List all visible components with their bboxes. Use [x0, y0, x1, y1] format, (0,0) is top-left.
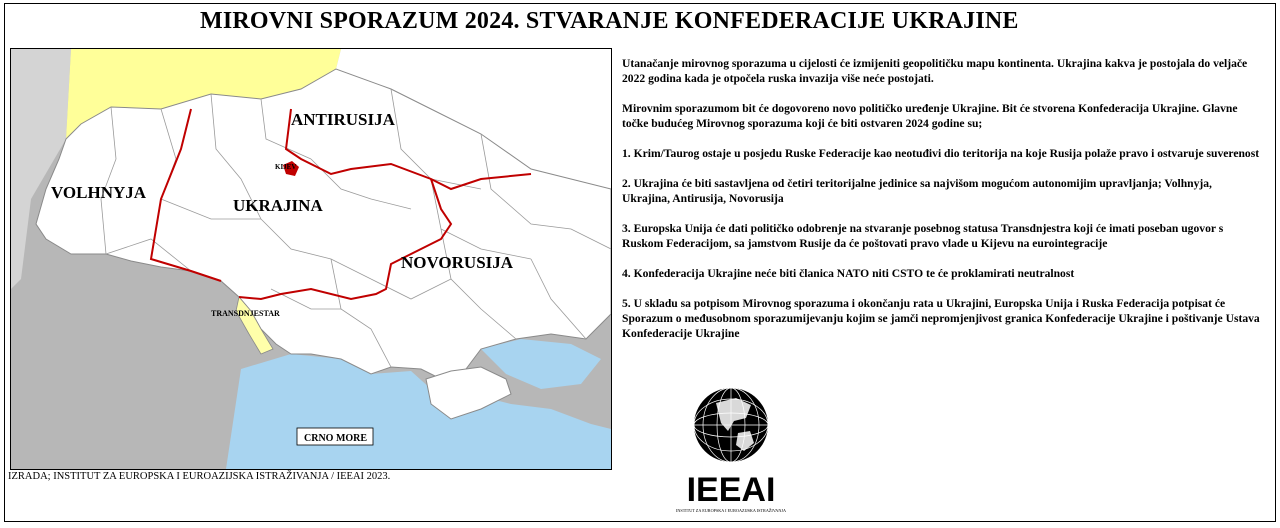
label-antirusija: ANTIRUSIJA — [291, 110, 395, 129]
map-panel — [10, 48, 612, 470]
label-kyiv: KIJEV — [275, 163, 297, 171]
point-4: 4. Konfederacija Ukrajine neće biti članica NATO niti CSTO te će proklamirati neutralnost — [622, 267, 1075, 280]
point-3: 3. Europska Unija će dati političko odobrenje na stvaranje posebnog statusa Transdnjestra koji će imati poseban ugovor s Ruskom Federacijom, sa jamstvom Rusije da će poštovati pravo vlade u Kijevu na eurointegracije — [622, 222, 1224, 250]
ieeai-logo — [676, 383, 786, 523]
label-ukrajina: UKRAJINA — [233, 196, 323, 215]
paragraph-intro: Utanačanje mirovnog sporazuma u cijelosti će izmijeniti geopolitičku mapu kontinenta. Ukrajina kakva je postojala do veljače 2022 godina kada je otpočela ruska invazija više neće postojati. — [622, 57, 1248, 85]
label-novorusija: NOVORUSIJA — [401, 253, 514, 272]
point-2: 2. Ukrajina će biti sastavljena od četiri teritorijalne jedinice sa najvišom mogućom autonomijim upravljanja; Volhnyja, Ukrajina, Antirusija, Novorusija — [622, 177, 1212, 205]
label-volhnyja: VOLHNYJA — [51, 183, 147, 202]
label-black-sea: CRNO MORE — [304, 433, 368, 444]
map-credit: IZRADA; INSTITUT ZA EUROPSKA I EUROAZIJSKA ISTRAŽIVANJA / IEEAI 2023. — [8, 471, 391, 482]
agreement-text — [622, 56, 1262, 356]
point-1: 1. Krim/Taurog ostaje u posjedu Ruske Federacije kao neotuđivi dio teritorija na koje Rusija polaže pravo i ostvaruje suverenost — [622, 147, 1260, 160]
paragraph-confederation: Mirovnim sporazumom bit će dogovoreno novo političko uređenje Ukrajine. Bit će stvorena Konfederacija Ukrajine. Glavne točke budućeg Mirovnog sporazuma koji će biti ostvaren 2024 godine su; — [622, 102, 1238, 130]
logo-wordmark: IEEAI — [686, 471, 776, 509]
globe-logo-icon — [676, 383, 786, 523]
point-5: 5. U skladu sa potpisom Mirovnog sporazuma i okončanju rata u Ukrajini, Europska Unija i Ruska Federacija potpisat će Sporazum o međusobnom sporazumijevanju kojim se jamči nepromjenjivost granica Konfederacije Ukrajine i poštivanje Ustava Konfederacije Ukrajine — [622, 297, 1260, 340]
logo-subtitle: INSTITUT ZA EUROPSKA I EUROAZIJSKA ISTRAŽIVANJA — [676, 508, 786, 513]
label-transnistria: TRANSDNJESTAR — [211, 309, 280, 318]
page-title: MIROVNI SPORAZUM 2024. STVARANJE KONFEDERACIJE UKRAJINE — [200, 8, 1019, 34]
ukraine-map — [11, 49, 611, 469]
